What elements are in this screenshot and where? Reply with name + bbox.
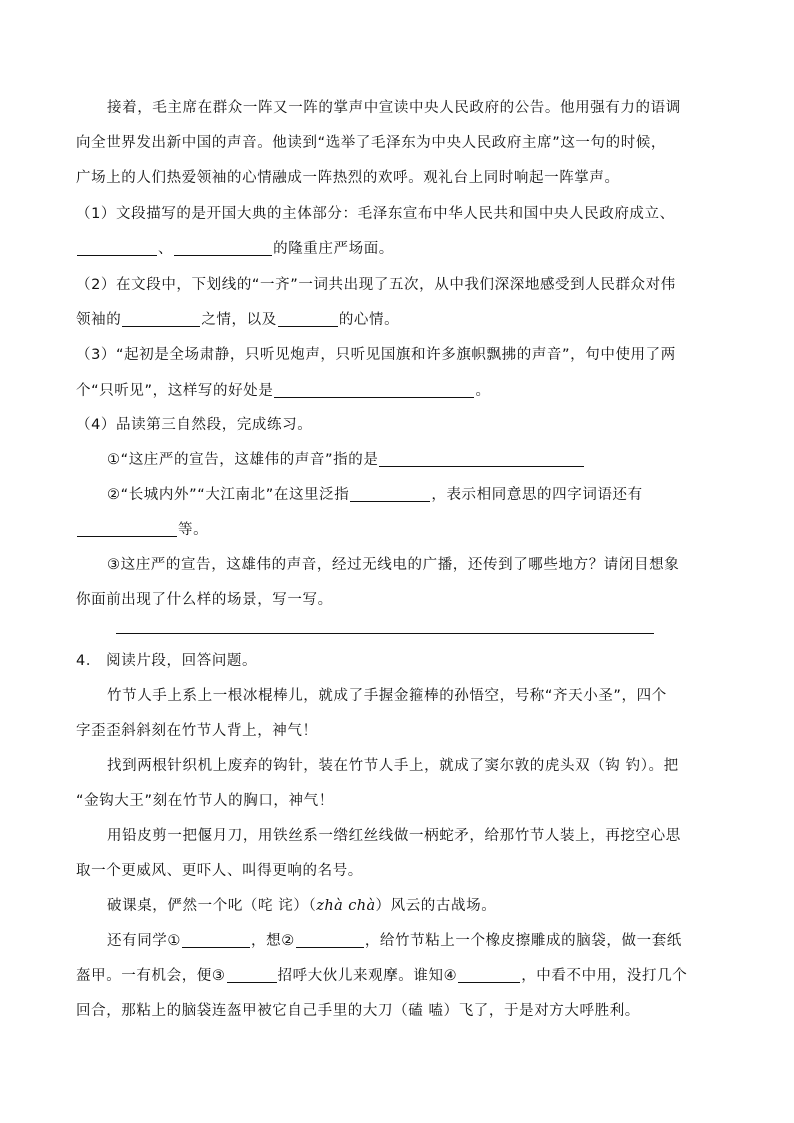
answer-blank[interactable] bbox=[182, 931, 250, 948]
text-fragment: ，表示相同意思的四字词语还有 bbox=[431, 487, 643, 503]
section-4-heading: 4． 阅读片段，回答问题。 bbox=[76, 653, 258, 669]
text-fragment: 还有同学① bbox=[107, 933, 181, 949]
question-4-prompt: （4）品读第三自然段，完成练习。 bbox=[76, 417, 313, 433]
paragraph-line: 向全世界发出新中国的声音。他读到“选举了毛泽东为中央人民政府主席”这一句的时候， bbox=[76, 135, 667, 151]
text-fragment: ，给竹节粘上一个橡皮擦雕成的脑袋，做一套纸 bbox=[364, 933, 682, 949]
question-3-answer-line bbox=[76, 381, 716, 401]
question-3-prompt: （3）“起初是全场肃静，只听见炮声，只听见国旗和许多旗帜飘拂的声音”，句中使用了两 bbox=[76, 347, 676, 363]
text-fragment: 破课桌，俨然一个叱（咤 诧）（ bbox=[107, 898, 317, 914]
passage-line: “金钩大王”刻在竹节人的胸口，神气！ bbox=[76, 793, 334, 809]
text-fragment: 的隆重庄严场面。 bbox=[273, 241, 394, 257]
passage-line: 回合，那粘上的脑袋连盔甲被它自己手里的大刀（磕 嗑）飞了，于是对方大呼胜利。 bbox=[76, 1003, 640, 1019]
question-4-sub-1 bbox=[107, 450, 747, 470]
text-fragment: ，中看不中用，没打几个 bbox=[521, 968, 688, 984]
text-fragment: ，想② bbox=[251, 933, 295, 949]
question-1-prompt: （1）文段描写的是开国大典的主体部分：毛泽东宣布中华人民共和国中央人民政府成立、 bbox=[76, 206, 675, 222]
answer-blank[interactable] bbox=[227, 966, 277, 983]
answer-writing-line[interactable] bbox=[116, 633, 654, 634]
question-4-sub-2-cont bbox=[76, 520, 716, 540]
text-fragment: 招呼大伙儿来观摩。谁知④ bbox=[277, 968, 458, 984]
text-fragment: 个“只听见”，这样写的好处是 bbox=[76, 383, 274, 399]
passage-line bbox=[76, 966, 716, 986]
question-2-prompt: （2）在文段中，下划线的“一齐”一词共出现了五次，从中我们深深地感受到人民群众对伟 bbox=[76, 277, 676, 293]
passage-line: 找到两根针织机上废弃的钩针，装在竹节人手上，就成了窦尔敦的虎头双（钩 钓）。把 bbox=[107, 758, 679, 774]
answer-blank[interactable] bbox=[77, 239, 157, 256]
answer-blank[interactable] bbox=[379, 450, 584, 467]
passage-line: 字歪歪斜斜刻在竹节人背上，神气！ bbox=[76, 723, 318, 739]
text-fragment: 之情，以及 bbox=[201, 312, 277, 328]
passage-line bbox=[107, 896, 747, 916]
question-2-answer-line bbox=[76, 310, 716, 330]
paragraph-line: 广场上的人们热爱领袖的心情融成一阵热烈的欢呼。观礼台上同时响起一阵掌声。 bbox=[76, 170, 620, 186]
passage-line: 竹节人手上系上一根冰棍棒儿，就成了手握金箍棒的孙悟空，号称“齐天小圣”，四个 bbox=[107, 688, 667, 704]
question-1-answer-line bbox=[76, 239, 716, 259]
text-fragment: 等。 bbox=[178, 522, 209, 538]
answer-blank[interactable] bbox=[122, 310, 200, 327]
question-4-sub-3-cont: 你面前出现了什么样的场景，写一写。 bbox=[76, 592, 333, 608]
answer-blank[interactable] bbox=[458, 966, 520, 983]
passage-line: 取一个更威风、更吓人、叫得更响的名号。 bbox=[76, 863, 363, 879]
text-fragment: 的心情。 bbox=[338, 312, 400, 328]
text-fragment: ）风云的古战场。 bbox=[375, 898, 497, 914]
answer-blank[interactable] bbox=[278, 310, 338, 327]
text-fragment: 领袖的 bbox=[76, 312, 122, 328]
text-fragment: 、 bbox=[158, 241, 174, 257]
text-fragment: 。 bbox=[475, 383, 491, 399]
question-4-sub-2 bbox=[107, 485, 747, 505]
text-fragment: 盔甲。一有机会，便③ bbox=[76, 968, 226, 984]
answer-blank[interactable] bbox=[77, 520, 177, 537]
passage-line bbox=[107, 931, 747, 951]
question-4-sub-3: ③这庄严的宣告，这雄伟的声音，经过无线电的广播，还传到了哪些地方？请闭目想象 bbox=[107, 557, 680, 573]
answer-blank[interactable] bbox=[350, 485, 430, 502]
paragraph-line: 接着，毛主席在群众一阵又一阵的掌声中宣读中央人民政府的公告。他用强有力的语调 bbox=[107, 100, 681, 116]
text-fragment: ①“这庄严的宣告，这雄伟的声音”指的是 bbox=[107, 452, 379, 468]
answer-blank[interactable] bbox=[274, 381, 474, 398]
passage-line: 用铅皮剪一把偃月刀，用铁丝系一绺红丝线做一柄蛇矛，给那竹节人装上，再挖空心思 bbox=[107, 828, 681, 844]
text-fragment: ②“长城内外”“大江南北”在这里泛指 bbox=[107, 487, 350, 503]
answer-blank[interactable] bbox=[296, 931, 364, 948]
answer-blank[interactable] bbox=[174, 239, 272, 256]
pinyin-text: zhà chà bbox=[316, 898, 376, 914]
